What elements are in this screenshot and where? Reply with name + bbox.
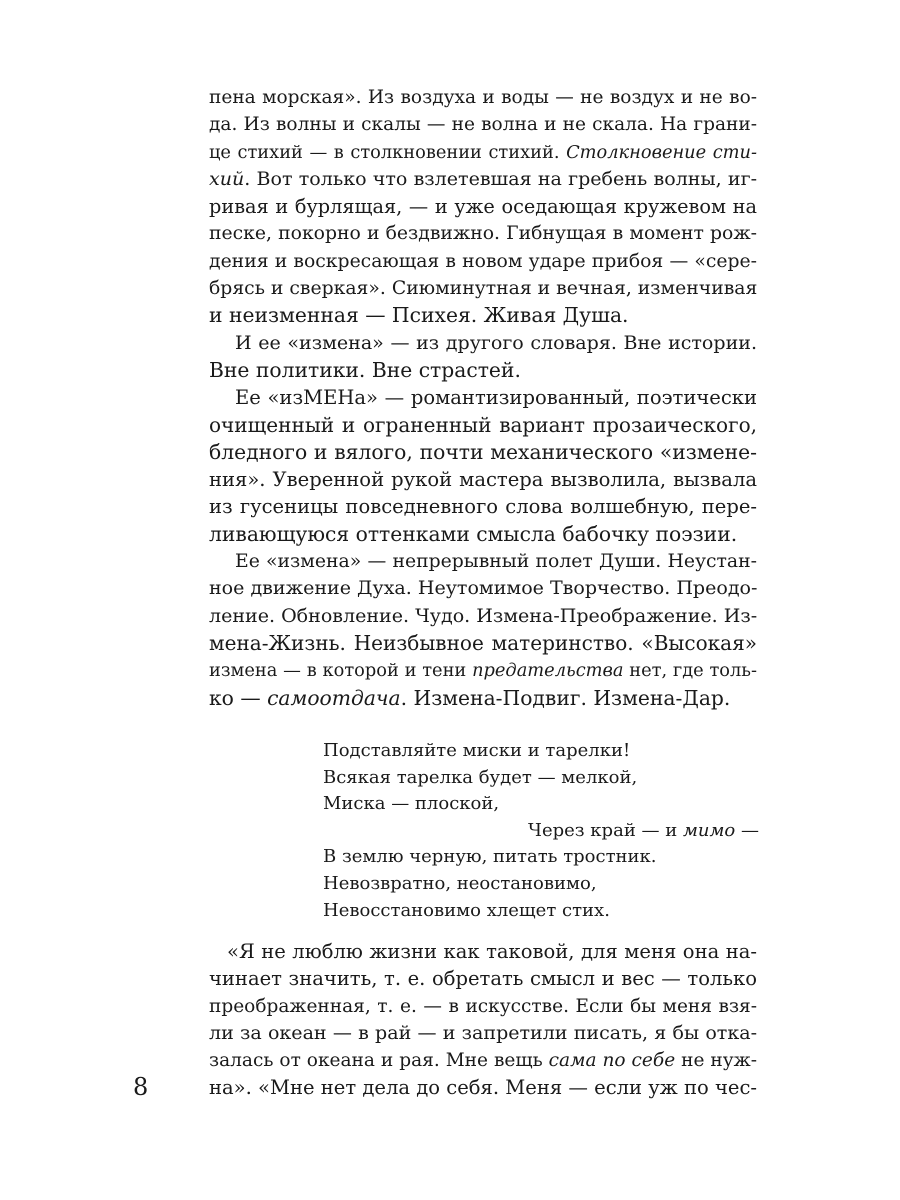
text-line [209, 220, 757, 247]
text-span: из гусеницы повседневного слова волшебную, пере- [209, 495, 757, 519]
text-line [209, 603, 757, 630]
text-span: измена — в которой и тени [209, 660, 473, 682]
text-span: очищенный и ограненный вариант прозаического, [209, 412, 757, 437]
text-span: Ее «измена» — непрерывный полет Души. Неустан- [235, 551, 757, 573]
text-span: брясь и сверкая». Сиюминутная и вечная, изменчивая [209, 278, 757, 300]
text-line [209, 1074, 757, 1101]
poem-line: Миска — плоской, [323, 793, 500, 815]
text-line [209, 193, 757, 220]
text-line [209, 548, 757, 575]
text-line [209, 166, 757, 193]
text-span: ли за океан — в рай — и запретили писать, я бы отка- [209, 1021, 757, 1044]
poem-line: В землю черную, питать тростник. [323, 846, 657, 868]
text-span: . Вот только что взлетевшая на гребень волны, иг- [244, 167, 757, 190]
text-line [209, 685, 757, 712]
text-line [209, 521, 757, 548]
text-span: дения и воскресающая в новом ударе прибоя — «сере- [209, 250, 757, 272]
text-span: залась от океана и рая. Мне вещь [209, 1050, 549, 1072]
italic-span: предательства [472, 660, 624, 682]
text-line [209, 657, 757, 684]
text-line [209, 275, 757, 302]
text-span: мена-Жизнь. Неизбывное материнство. «Высокая» [209, 630, 757, 655]
text-span: ление. Обновление. Чудо. Измена-Преображение. Из- [209, 604, 757, 627]
text-span: це стихий — в столкновении стихий. [209, 141, 567, 163]
text-line [209, 357, 757, 384]
text-span: И ее «измена» — из другого словаря. Вне истории. [235, 331, 757, 354]
text-span: Через край — и [528, 819, 683, 841]
text-span: ко — [209, 685, 268, 710]
text-line [209, 493, 757, 520]
text-line [209, 384, 757, 411]
italic-span: самоотдача [267, 685, 401, 710]
text-line [209, 248, 757, 275]
text-line [209, 330, 757, 357]
text-span: ливающуюся оттенками смысла бабочку поэзии. [209, 521, 738, 546]
poem-excerpt [323, 738, 759, 924]
text-line [209, 302, 757, 329]
quotation-block [209, 938, 757, 1102]
text-span: ное движение Духа. Неутомимое Творчество. Преодо- [209, 577, 757, 600]
text-span: чинает значить, т. е. обретать смысл и вес — только [209, 967, 757, 991]
poem-line [323, 818, 759, 845]
text-line [209, 1047, 757, 1074]
text-span: «Я не люблю жизни как таковой, для меня она на- [227, 940, 757, 963]
main-text-block [209, 84, 757, 712]
text-line [209, 139, 757, 166]
text-line [209, 111, 757, 138]
italic-span: мимо [682, 819, 736, 841]
poem-line: Невозвратно, неостановимо, [323, 872, 597, 894]
text-span: . Измена-Подвиг. Измена-Дар. [400, 685, 731, 710]
text-line [209, 412, 757, 439]
text-span: и неизменная — Психея. Живая Душа. [209, 303, 629, 328]
text-span: ривая и бурлящая, — и уже оседающая кружевом на [209, 195, 757, 219]
text-line [209, 575, 757, 602]
page-number: 8 [133, 1073, 149, 1101]
italic-span: сама по себе [548, 1050, 676, 1072]
text-line [209, 630, 757, 657]
text-span: бледного и вялого, почти механического «измене- [209, 439, 757, 464]
text-span: на». «Мне нет дела до себя. Меня — если уж по чес- [209, 1076, 757, 1100]
text-line [209, 84, 757, 111]
text-span: ния». Уверенной рукой мастера вызволила, вызвала [209, 468, 757, 492]
text-span: нет, где толь- [623, 660, 757, 682]
poem-line: Невосстановимо хлещет стих. [323, 899, 610, 921]
text-span: — [735, 819, 759, 841]
text-line [209, 466, 757, 493]
text-span: песке, покорно и бездвижно. Гибнущая в момент рож- [209, 223, 757, 245]
italic-span: Столкновение сти- [566, 141, 757, 163]
text-line [209, 1020, 757, 1047]
text-line [209, 993, 757, 1020]
text-line [209, 965, 757, 992]
text-span: Ее «изМЕНа» — романтизированный, поэтически [235, 386, 757, 410]
text-line [209, 439, 757, 466]
text-span: преображенная, т. е. — в искусстве. Если бы меня взя- [209, 995, 757, 1017]
text-span: Вне политики. Вне страстей. [209, 357, 521, 382]
text-span: пена морская». Из воздуха и воды — не воздух и не во- [209, 87, 757, 108]
poem-line: Подставляйте миски и тарелки! [323, 740, 631, 761]
text-span: да. Из волны и скалы — не волна и не скала. На грани- [209, 114, 757, 136]
poem-line: Всякая тарелка будет — мелкой, [323, 766, 638, 788]
text-span: не нуж- [675, 1050, 757, 1072]
text-line [209, 938, 757, 965]
italic-span: хий [209, 167, 245, 190]
